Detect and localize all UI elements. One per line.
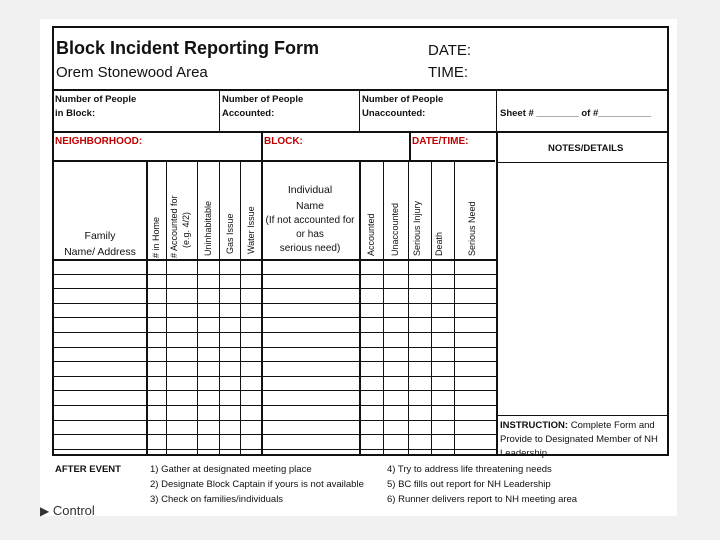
people-unaccounted-label: Number of People Unaccounted: xyxy=(362,94,444,119)
accounted-for-header: # Accounted for xyxy=(169,195,179,258)
accounted-header: Accounted xyxy=(366,213,376,256)
table-column-divider xyxy=(431,161,432,456)
death-header: Death xyxy=(434,231,444,256)
after-event-step: 6) Runner delivers report to NH meeting area xyxy=(387,494,578,505)
table-row[interactable] xyxy=(52,434,496,435)
serious-need-header: Serious Need xyxy=(467,201,477,256)
table-row[interactable] xyxy=(52,347,496,348)
table-column-divider xyxy=(408,161,409,456)
table-column-divider xyxy=(166,161,167,456)
table-column-divider xyxy=(146,161,148,456)
table-column-divider xyxy=(383,161,384,456)
datetime-label: DATE/TIME: xyxy=(412,136,469,147)
people-accounted-label: Number of People Accounted: xyxy=(222,94,304,119)
neighborhood-label: NEIGHBORHOOD: xyxy=(55,136,143,147)
table-row[interactable] xyxy=(52,274,496,275)
header-divider xyxy=(52,89,669,91)
accounted-for-example: (e.g. 4/2) xyxy=(181,211,191,248)
form-title: Block Incident Reporting Form xyxy=(56,38,320,58)
date-label: DATE: xyxy=(428,42,472,59)
individual-header: Individual Name (If not accounted for or has serious need) xyxy=(265,184,355,254)
table-column-divider xyxy=(197,161,198,456)
table-row[interactable] xyxy=(52,449,496,450)
sheet-number-field[interactable]: Sheet # ________ of #__________ xyxy=(500,108,652,119)
nb-divider-2 xyxy=(409,131,411,162)
table-row[interactable] xyxy=(52,376,496,377)
notes-header-divider xyxy=(497,162,669,163)
unaccounted-header: Unaccounted xyxy=(390,202,400,256)
table-row[interactable] xyxy=(52,405,496,406)
after-event-step: 5) BC fills out report for NH Leadership xyxy=(387,479,551,490)
time-label: TIME: xyxy=(428,64,468,81)
table-row[interactable] xyxy=(52,317,496,318)
table-column-divider xyxy=(219,161,220,456)
water-issue-header: Water Issue xyxy=(246,206,256,254)
table-column-divider xyxy=(240,161,241,456)
serious-injury-header: Serious Injury xyxy=(412,200,422,256)
uninhabitable-header: Uninhabitable xyxy=(203,200,213,256)
counts-divider-1 xyxy=(219,89,220,131)
counts-divider-bottom xyxy=(52,131,669,133)
in-home-header: # in Home xyxy=(151,216,161,258)
table-column-divider xyxy=(359,161,361,456)
table-row[interactable] xyxy=(52,390,496,391)
after-event-step: 2) Designate Block Captain if yours is not available xyxy=(150,479,364,490)
bottom-strip xyxy=(0,516,720,540)
table-column-divider xyxy=(454,161,455,456)
table-header-divider xyxy=(52,259,496,261)
instruction-text: INSTRUCTION: Complete Form and Provide to Designated Member of NH Leadership. xyxy=(500,420,658,459)
people-in-block-label: Number of People in Block: xyxy=(55,94,137,119)
table-row[interactable] xyxy=(52,420,496,421)
table-row[interactable] xyxy=(52,288,496,289)
counts-divider-2 xyxy=(359,89,360,131)
instruction-divider xyxy=(497,415,669,416)
family-name-header: Family Name/ Address xyxy=(64,230,136,258)
table-row[interactable] xyxy=(52,303,496,304)
form-subtitle: Orem Stonewood Area xyxy=(56,64,208,81)
nb-divider-1 xyxy=(261,131,263,162)
nb-divider-bottom xyxy=(52,160,495,162)
notes-column-divider xyxy=(496,131,498,456)
table-row[interactable] xyxy=(52,332,496,333)
table-column-divider xyxy=(261,161,263,456)
after-event-label: AFTER EVENT xyxy=(55,464,121,475)
block-label: BLOCK: xyxy=(264,136,303,147)
notes-details-label: NOTES/DETAILS xyxy=(548,143,624,154)
after-event-step: 3) Check on families/individuals xyxy=(150,494,284,505)
after-event-step: 1) Gather at designated meeting place xyxy=(150,464,312,475)
table-row[interactable] xyxy=(52,361,496,362)
cutoff-caption: ▶ Control xyxy=(40,503,95,518)
after-event-step: 4) Try to address life threatening needs xyxy=(387,464,552,475)
gas-issue-header: Gas Issue xyxy=(225,213,235,254)
counts-divider-3 xyxy=(496,89,497,131)
